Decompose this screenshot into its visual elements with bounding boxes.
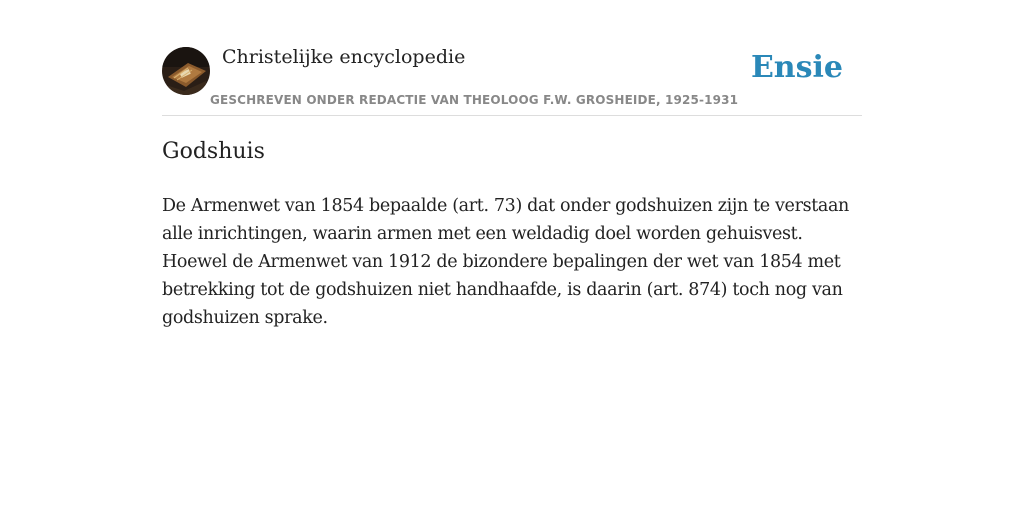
book-photo-icon[interactable]	[162, 47, 210, 95]
article-body: De Armenwet van 1854 bepaalde (art. 73) dat onder godshuizen zijn te verstaan alle inrichtingen, waarin armen met een weldadig doel worden gehuisvest. Hoewel de Armenwet van 1912 de bizondere bepalingen der wet van 1854 met betrekking tot de godshuizen niet handhaafde, is daarin (art. 874) toch nog van godshuizen sprake.	[162, 196, 849, 328]
site-subtitle: GESCHREVEN ONDER REDACTIE VAN THEOLOOG F.W. GROSHEIDE, 1925-1931	[210, 93, 739, 107]
brand-logo-link[interactable]: Ensie	[750, 50, 843, 85]
site-title[interactable]: Christelijke encyclopedie	[222, 46, 466, 68]
article-title: Godshuis	[162, 139, 265, 164]
header	[162, 46, 862, 116]
